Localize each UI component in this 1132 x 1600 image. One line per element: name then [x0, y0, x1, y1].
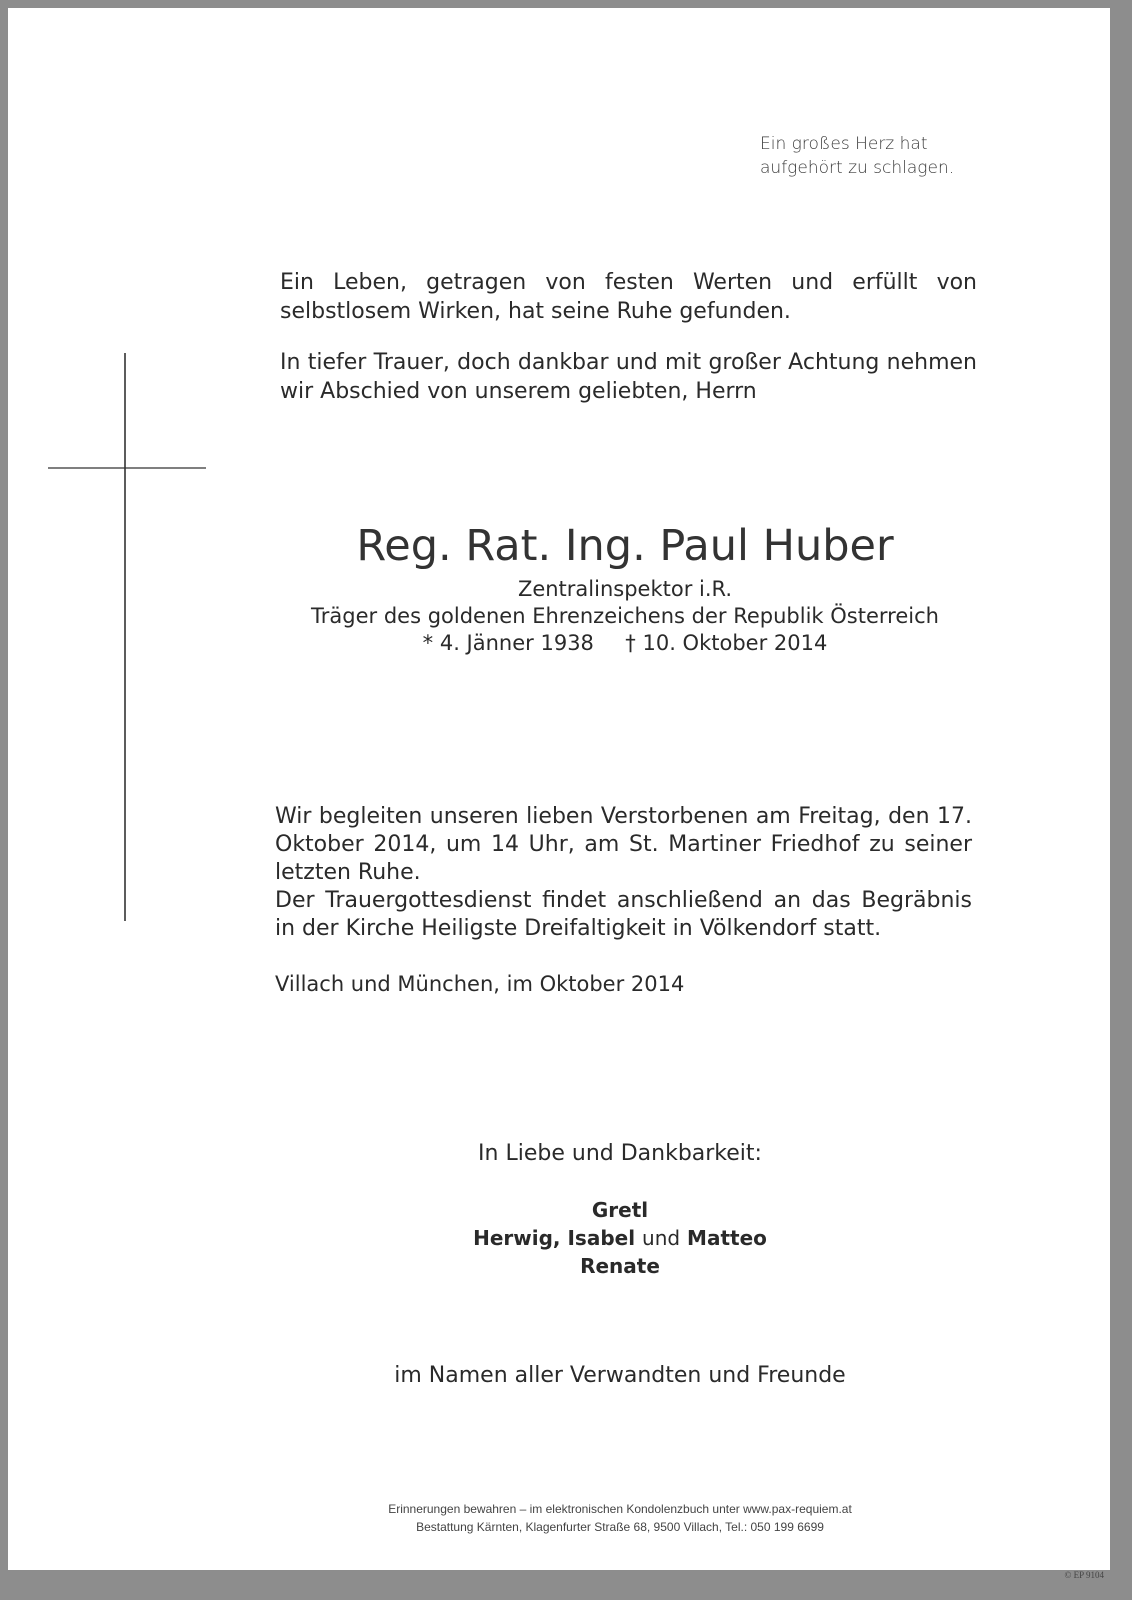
cross-icon [48, 353, 208, 923]
mass-text: Der Trauergottesdienst findet anschließend an das Begräbnis in der Kirche Heiligste Dreifaltigkeit in Völkendorf statt. [275, 888, 972, 941]
family-line-2 [280, 1224, 960, 1252]
mourning-paragraph: In tiefer Trauer, doch dankbar und mit großer Achtung nehmen wir Abschied von unserem geliebten, Herrn [280, 350, 977, 404]
funeral-info [275, 803, 972, 943]
life-dates [280, 630, 970, 657]
motto-line-1: Ein großes Herz hat [760, 134, 928, 154]
intro-paragraph: Ein Leben, getragen von festen Werten und erfüllt von selbstlosem Wirken, hat seine Ruhe gefunden. [280, 270, 977, 324]
family-and: und [642, 1226, 681, 1250]
family-names-b: Matteo [687, 1226, 767, 1250]
print-code: © EP 9104 [1064, 1570, 1104, 1580]
death-date: † 10. Oktober 2014 [625, 631, 828, 655]
family-names-a: Herwig, Isabel [473, 1226, 636, 1250]
footer-line-2: Bestattung Kärnten, Klagenfurter Straße 68, 9500 Villach, Tel.: 050 199 6699 [416, 1520, 824, 1534]
relatives-line: im Namen aller Verwandten und Freunde [394, 1363, 846, 1388]
family-names [280, 1196, 960, 1280]
deceased-honor: Träger des goldenen Ehrenzeichens der Republik Österreich [311, 604, 939, 628]
deceased-name: Reg. Rat. Ing. Paul Huber [356, 521, 894, 571]
deceased-details [280, 576, 970, 657]
motto [760, 132, 954, 180]
family-line-3: Renate [580, 1254, 660, 1278]
footer-line-1: Erinnerungen bewahren – im elektronischen Kondolenzbuch unter www.pax-requiem.at [388, 1502, 852, 1516]
family-line-1: Gretl [591, 1198, 649, 1222]
footer [280, 1500, 960, 1536]
motto-line-2: aufgehört zu schlagen. [760, 158, 955, 178]
birth-date: * 4. Jänner 1938 [422, 631, 594, 655]
love-line: In Liebe und Dankbarkeit: [478, 1141, 762, 1166]
burial-text: Wir begleiten unseren lieben Verstorbenen am Freitag, den 17. Oktober 2014, um 14 Uhr, am St. Martiner Friedhof zu seiner letzten Ruhe. [275, 804, 972, 885]
deceased-title: Zentralinspektor i.R. [517, 577, 733, 601]
place-date: Villach und München, im Oktober 2014 [275, 972, 685, 996]
